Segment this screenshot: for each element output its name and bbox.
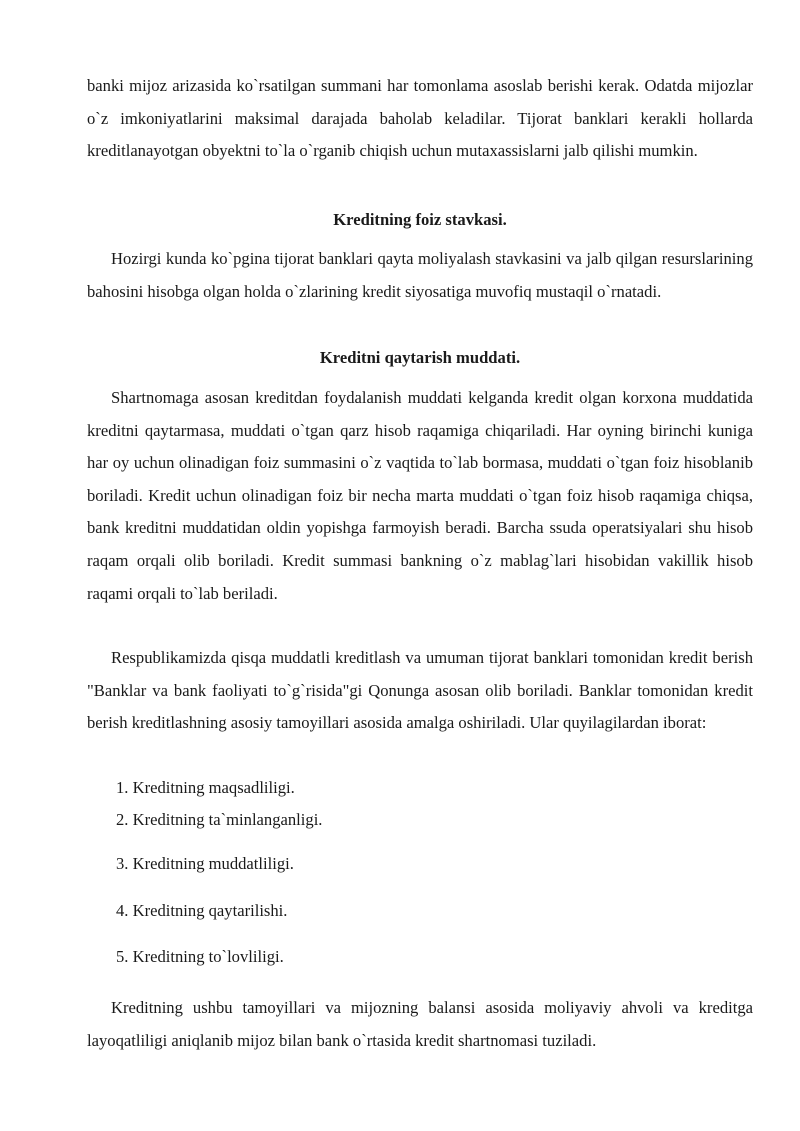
paragraph-repayment-term: Shartnomaga asosan kreditdan foydalanish muddati kelganda kredit olgan korxona muddatida kreditni qaytarmasa, muddati o`tgan qarz hisob raqamiga chiqariladi. Har oyning birinchi kuniga har oy uchun olinadigan foiz summasini o`z vaqtida to`lab bormasa, muddati o`tgan foiz hisoblanib boriladi. Kredit uchun olinadigan foiz bir necha marta muddati o`tgan foiz hisob raqamiga chiqsa, bank kreditni muddatidan oldin yopishga farmoyish beradi. Barcha ssuda operatsiyalari shu hisob raqam orqali olib boriladi. Kredit summasi bankning o`z mablag`lari hisobidan vakillik hisob raqami orqali to`lab beriladi.	[87, 388, 753, 603]
heading-repayment-term: Kreditni qaytarish muddati.	[319, 348, 521, 367]
list-item-payment: 5. Kreditning to`lovliligi.	[116, 947, 284, 966]
paragraph-credit-justification: banki mijoz arizasida ko`rsatilgan summani har tomonlama asoslab berishi kerak. Odatda mijozlar o`z imkoniyatlarini maksimal darajada baholab keladilar. Tijorat banklari kerakli hollarda kreditlanayotgan obyektni to`la o`rganib chiqish uchun mutaxassislarni jalb qilishi mumkin.	[87, 76, 753, 161]
list-item-security: 2. Kreditning ta`minlanganligi.	[116, 810, 323, 829]
paragraph-interest-rate: Hozirgi kunda ko`pgina tijorat banklari qayta moliyalash stavkasini va jalb qilgan resurslarining bahosini hisobga olgan holda o`zlarining kredit siyosatiga muvofiq mustaqil o`rnatadi.	[87, 249, 753, 301]
heading-interest-rate: Kreditning foiz stavkasi.	[333, 210, 507, 229]
paragraph-lending-principles: Respublikamizda qisqa muddatli kreditlash va umuman tijorat banklari tomonidan kredit berish "Banklar va bank faoliyati to`g`risida"gi Qonunga asosan olib boriladi. Banklar tomonidan kredit berish kreditlashning asosiy tamoyillari asosida amalga oshiriladi. Ular quyilagilardan iborat:	[87, 648, 753, 733]
list-item-term: 3. Kreditning muddatliligi.	[116, 854, 294, 873]
list-item-repayment: 4. Kreditning qaytarilishi.	[116, 901, 288, 920]
paragraph-credit-agreement: Kreditning ushbu tamoyillari va mijozning balansi asosida moliyaviy ahvoli va kreditga layoqatliligi aniqlanib mijoz bilan bank o`rtasida kredit shartnomasi tuziladi.	[87, 998, 753, 1050]
list-item-purpose: 1. Kreditning maqsadliligi.	[116, 778, 295, 797]
